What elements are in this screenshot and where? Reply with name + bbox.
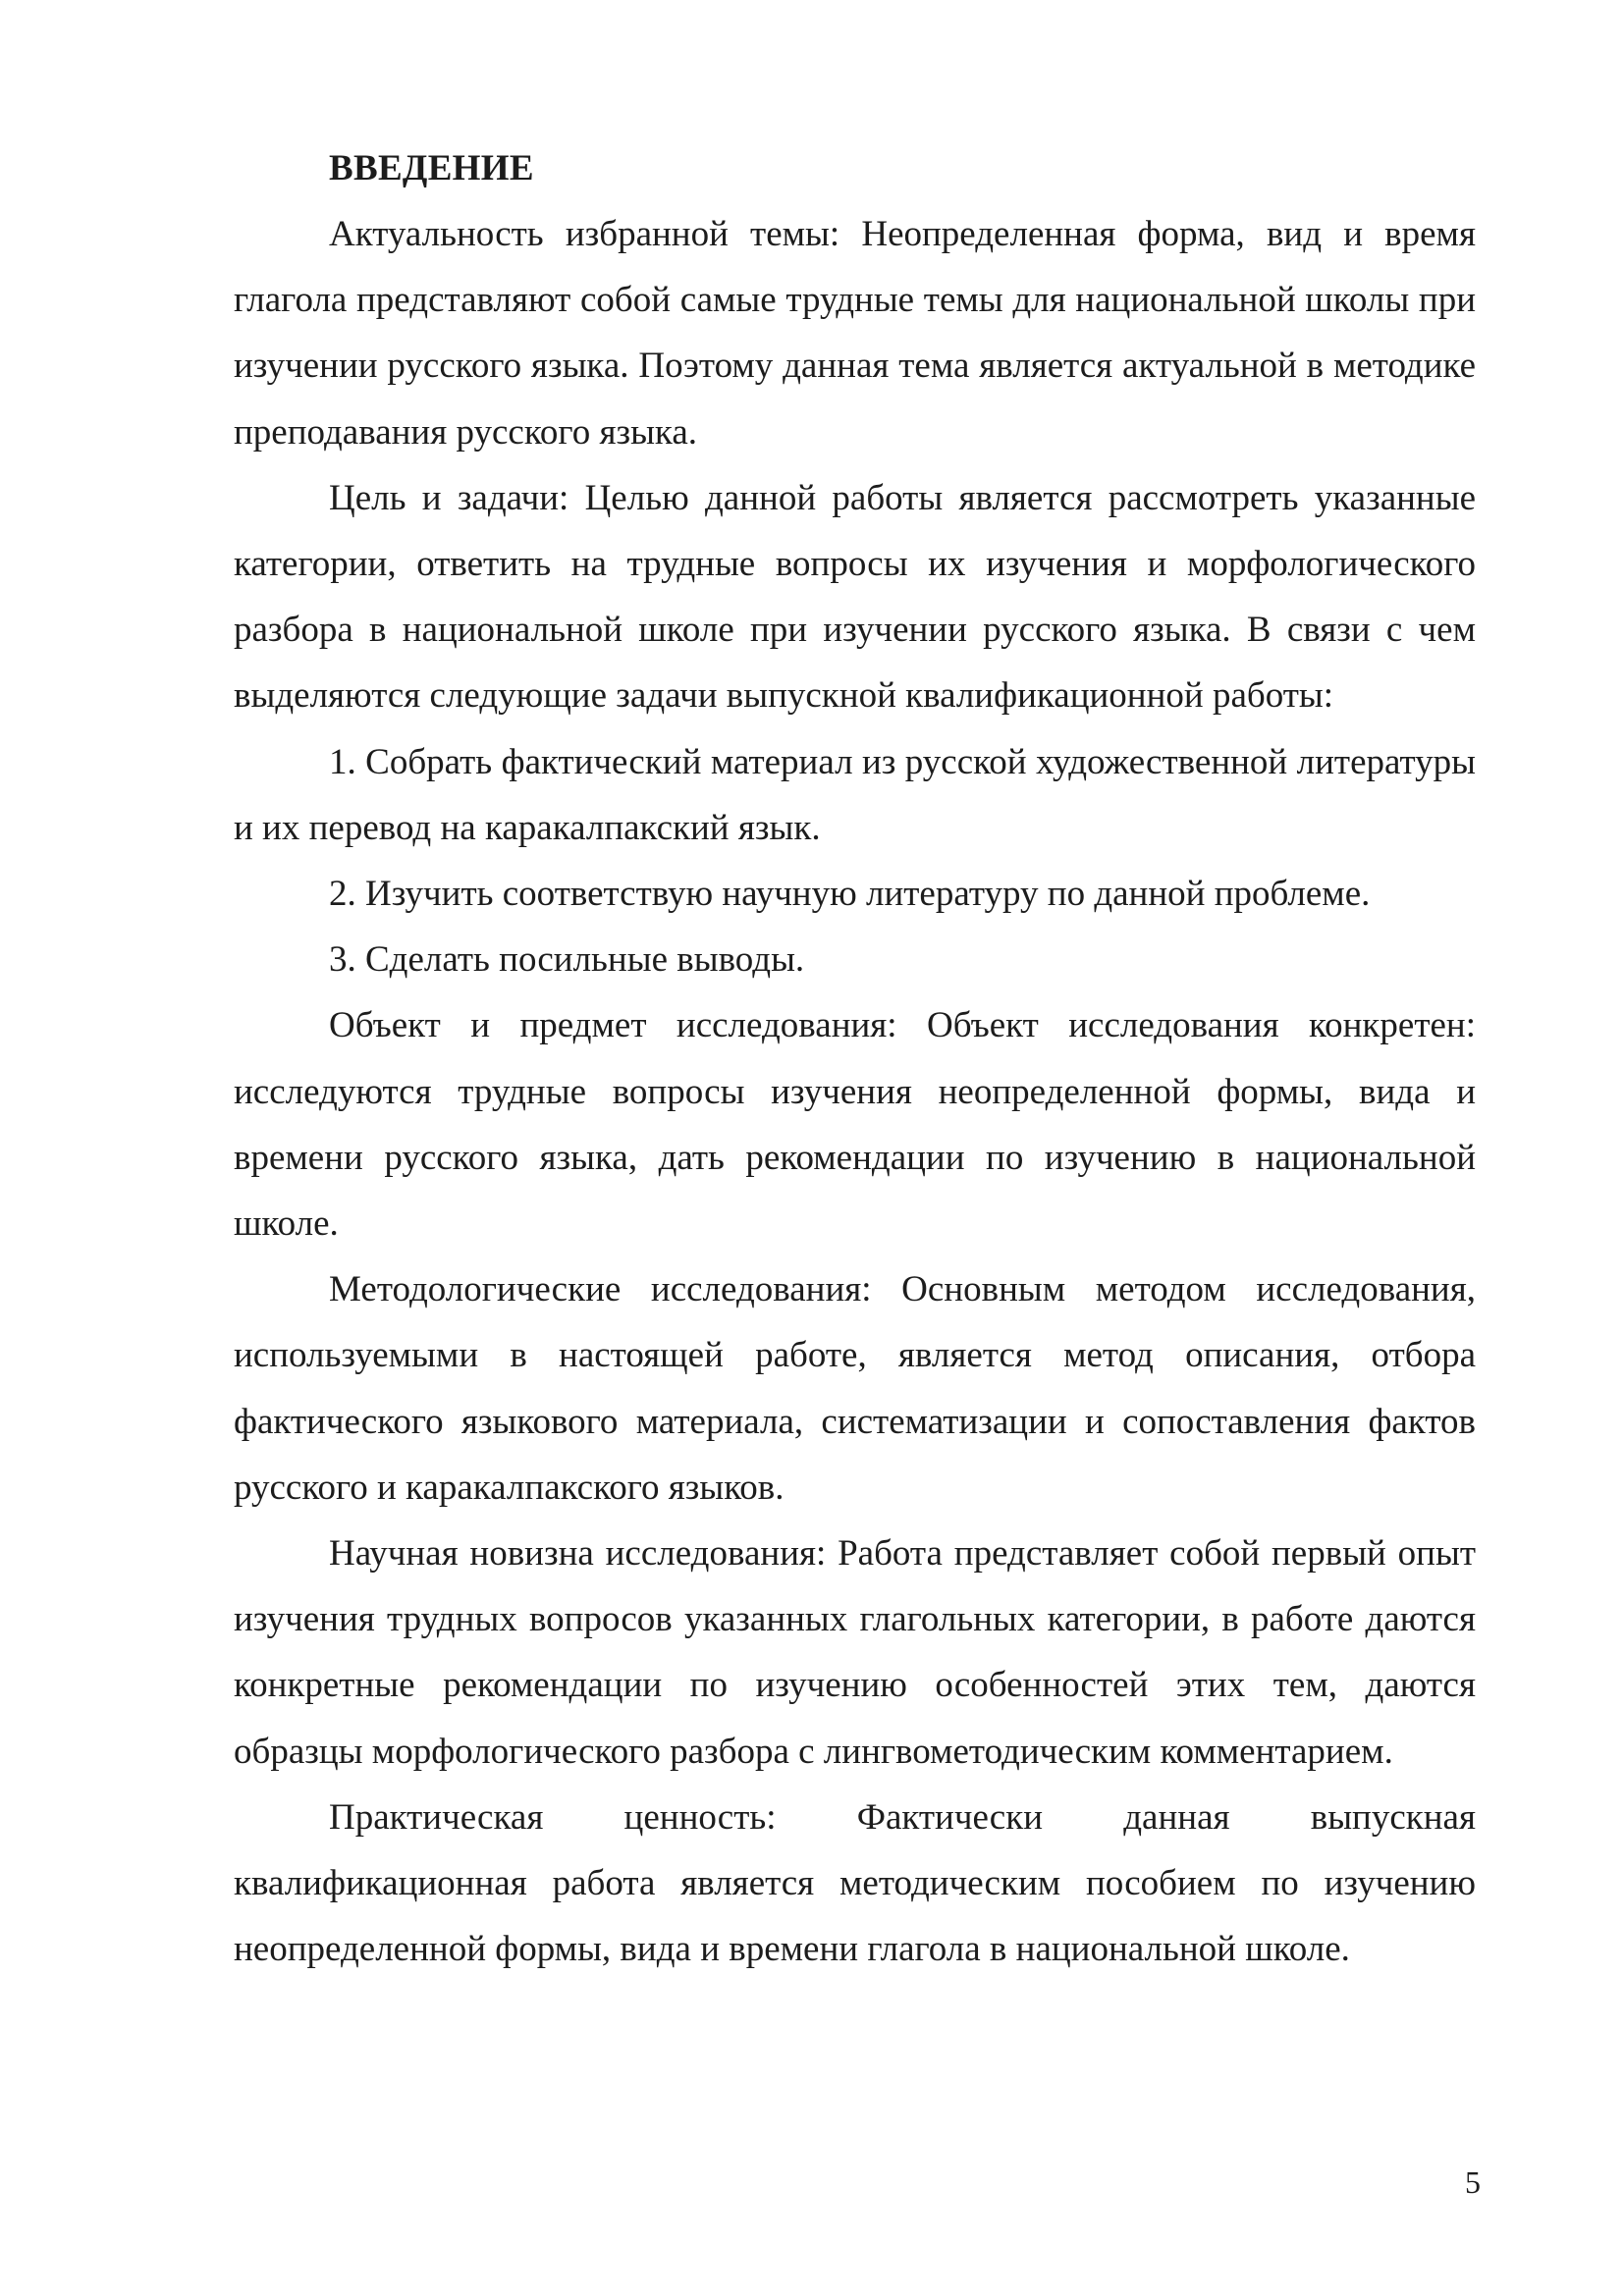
- document-body: [234, 149, 1476, 1982]
- paragraph-object: Объект и предмет исследования: Объект исследования конкретен: исследуются трудные вопросы изучения неопределенной формы, вида и времени русского языка, дать рекомендации по изучению в национальной школе.: [234, 1005, 1476, 1245]
- paragraph-goals: Цель и задачи: Целью данной работы является рассмотреть указанные категории, ответить на трудные вопросы их изучения и морфологического разбора в национальной школе при изучении русского языка. В связи с чем выделяются следующие задачи выпускной квалификационной работы:: [234, 477, 1476, 717]
- paragraph-relevance: Актуальность избранной темы: Неопределенная форма, вид и время глагола представляют собой самые трудные темы для национальной школы при изучении русского языка. Поэтому данная тема является актуальной в методике преподавания русского языка.: [234, 214, 1476, 453]
- task-item-3: 3. Сделать посильные выводы.: [329, 939, 805, 981]
- section-heading: ВВЕДЕНИЕ: [329, 148, 534, 188]
- task-item-1: 1. Собрать фактический материал из русской художественной литературы и их перевод на каракалпакский язык.: [234, 741, 1476, 848]
- page-number: 5: [1465, 2164, 1481, 2200]
- paragraph-methodology: Методологические исследования: Основным методом исследования, используемыми в настоящей работе, является метод описания, отбора фактического языкового материала, систематизации и сопоставления фактов русского и каракалпакского языков.: [234, 1269, 1476, 1508]
- paragraph-novelty: Научная новизна исследования: Работа представляет собой первый опыт изучения трудных вопросов указанных глагольных категории, в работе даются конкретные рекомендации по изучению особенностей этих тем, даются образцы морфологического разбора с лингвометодическим комментарием.: [234, 1533, 1476, 1772]
- task-item-2: 2. Изучить соответствую научную литературу по данной проблеме.: [329, 874, 1371, 915]
- paragraph-practical-value: Практическая ценность: Фактически данная выпускная квалификационная работа является методическим пособием по изучению неопределенной формы, вида и времени глагола в национальной школе.: [234, 1796, 1476, 1970]
